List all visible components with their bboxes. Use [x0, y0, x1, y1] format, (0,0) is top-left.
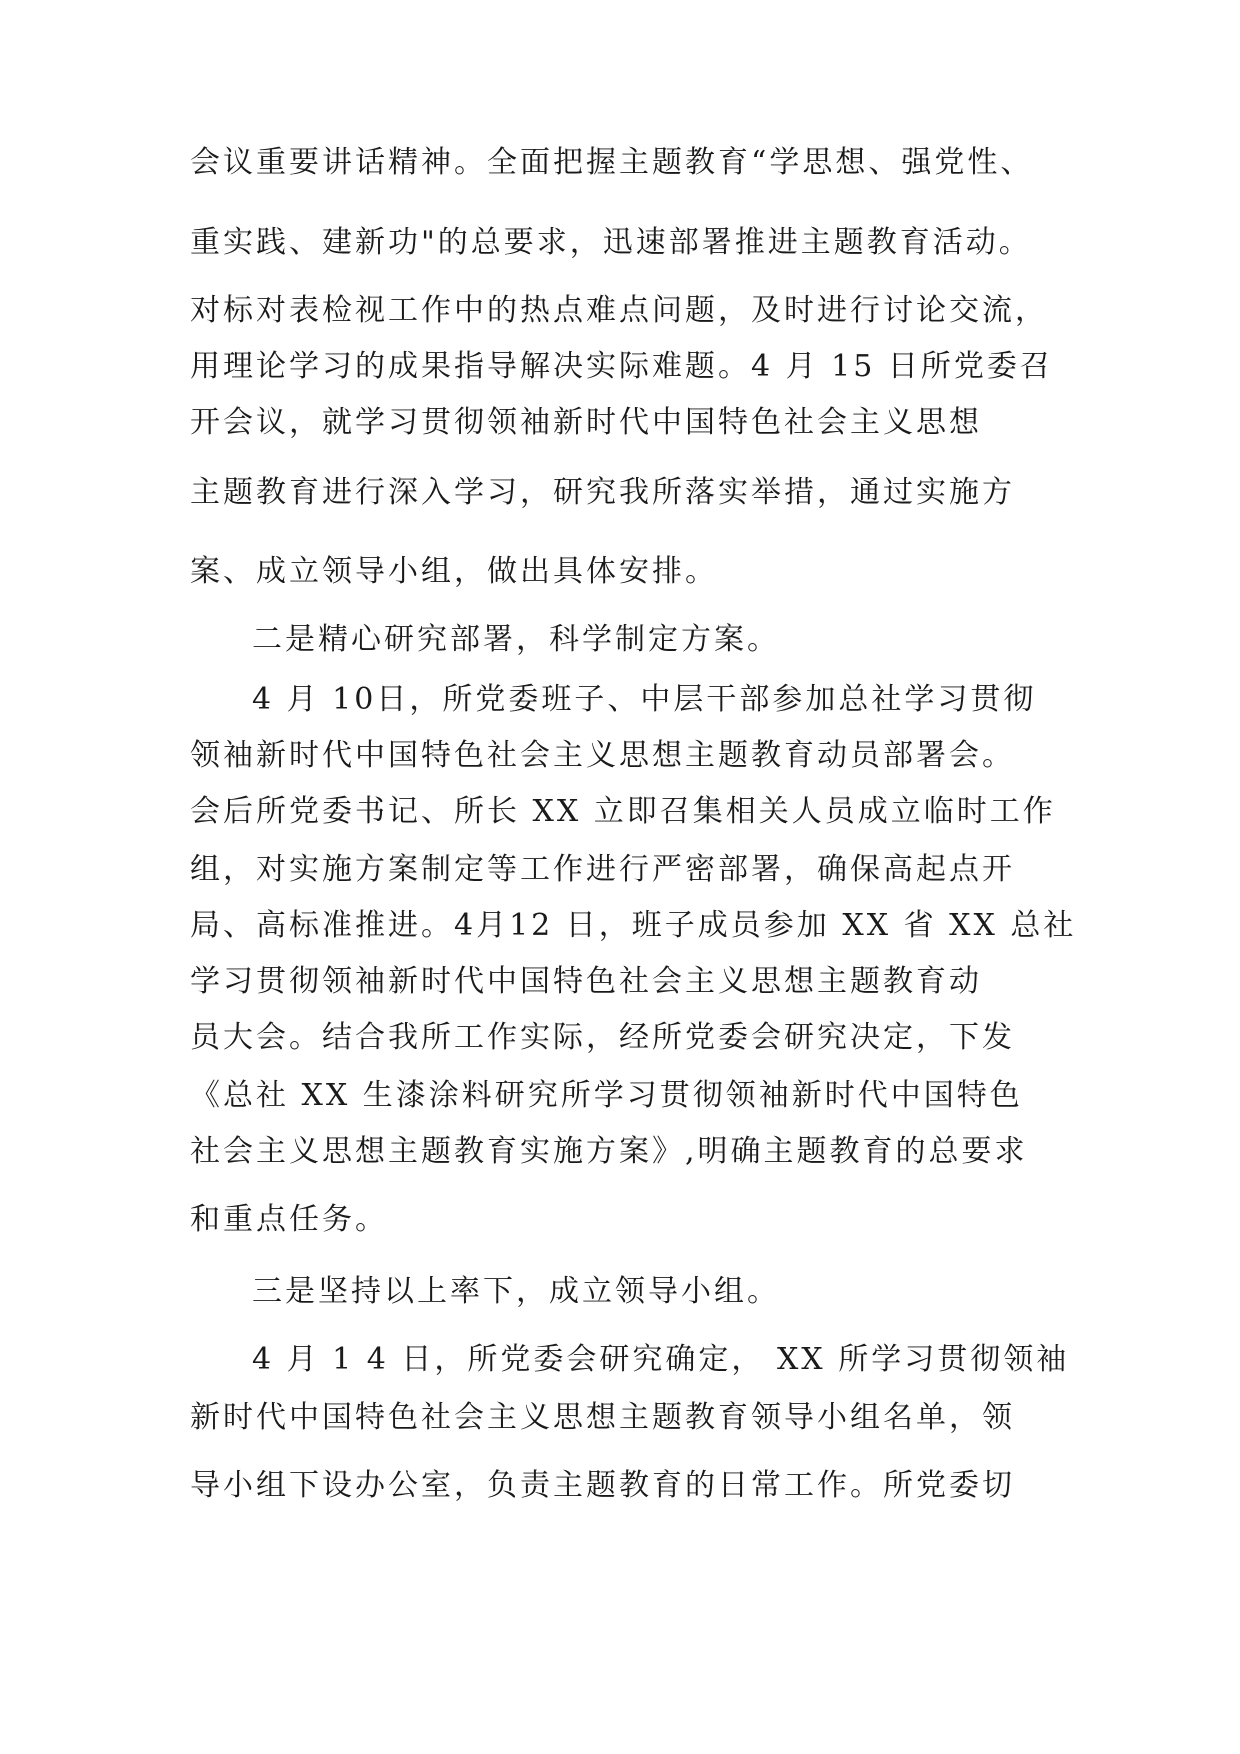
text-line: 学习贯彻领袖新时代中国特色社会主义思想主题教育动	[190, 964, 982, 999]
text-line: 领袖新时代中国特色社会主义思想主题教育动员部署会。	[190, 738, 1015, 773]
text-line: 4 月 1 4 日，所党委会研究确定， XX 所学习贯彻领袖	[252, 1342, 1070, 1377]
text-line: 和重点任务。	[190, 1202, 388, 1237]
text-line: 开会议，就学习贯彻领袖新时代中国特色社会主义思想	[190, 405, 982, 440]
text-line: 组，对实施方案制定等工作进行严密部署，确保高起点开	[190, 852, 1015, 887]
text-line: 新时代中国特色社会主义思想主题教育领导小组名单，领	[190, 1400, 1015, 1435]
text-line: 案、成立领导小组，做出具体安排。	[190, 554, 718, 589]
text-line: 用理论学习的成果指导解决实际难题。4 月 15 日所党委召	[190, 349, 1053, 384]
text-line: 4 月 10日，所党委班子、中层干部参加总社学习贯彻	[252, 682, 1037, 717]
text-line: 主题教育进行深入学习，研究我所落实举措，通过实施方	[190, 475, 1015, 510]
text-line: 会后所党委书记、所长 XX 立即召集相关人员成立临时工作	[190, 794, 1056, 829]
text-line: 导小组下设办公室，负责主题教育的日常工作。所党委切	[190, 1468, 1015, 1503]
text-line: 对标对表检视工作中的热点难点问题，及时进行讨论交流，	[190, 293, 1048, 328]
text-line: 重实践、建新功"的总要求，迅速部署推进主题教育活动。	[190, 225, 1032, 260]
text-line: 局、高标准推进。4月12 日，班子成员参加 XX 省 XX 总社	[190, 908, 1077, 943]
text-line: 《总社 XX 生漆涂料研究所学习贯彻领袖新时代中国特色	[190, 1078, 1023, 1113]
section-heading: 二是精心研究部署，科学制定方案。	[252, 622, 780, 657]
text-line: 社会主义思想主题教育实施方案》,明确主题教育的总要求	[190, 1134, 1028, 1169]
text-line: 员大会。结合我所工作实际，经所党委会研究决定，下发	[190, 1020, 1015, 1055]
text-line: 会议重要讲话精神。全面把握主题教育“学思想、强党性、	[190, 145, 1034, 180]
section-heading: 三是坚持以上率下，成立领导小组。	[252, 1274, 780, 1309]
